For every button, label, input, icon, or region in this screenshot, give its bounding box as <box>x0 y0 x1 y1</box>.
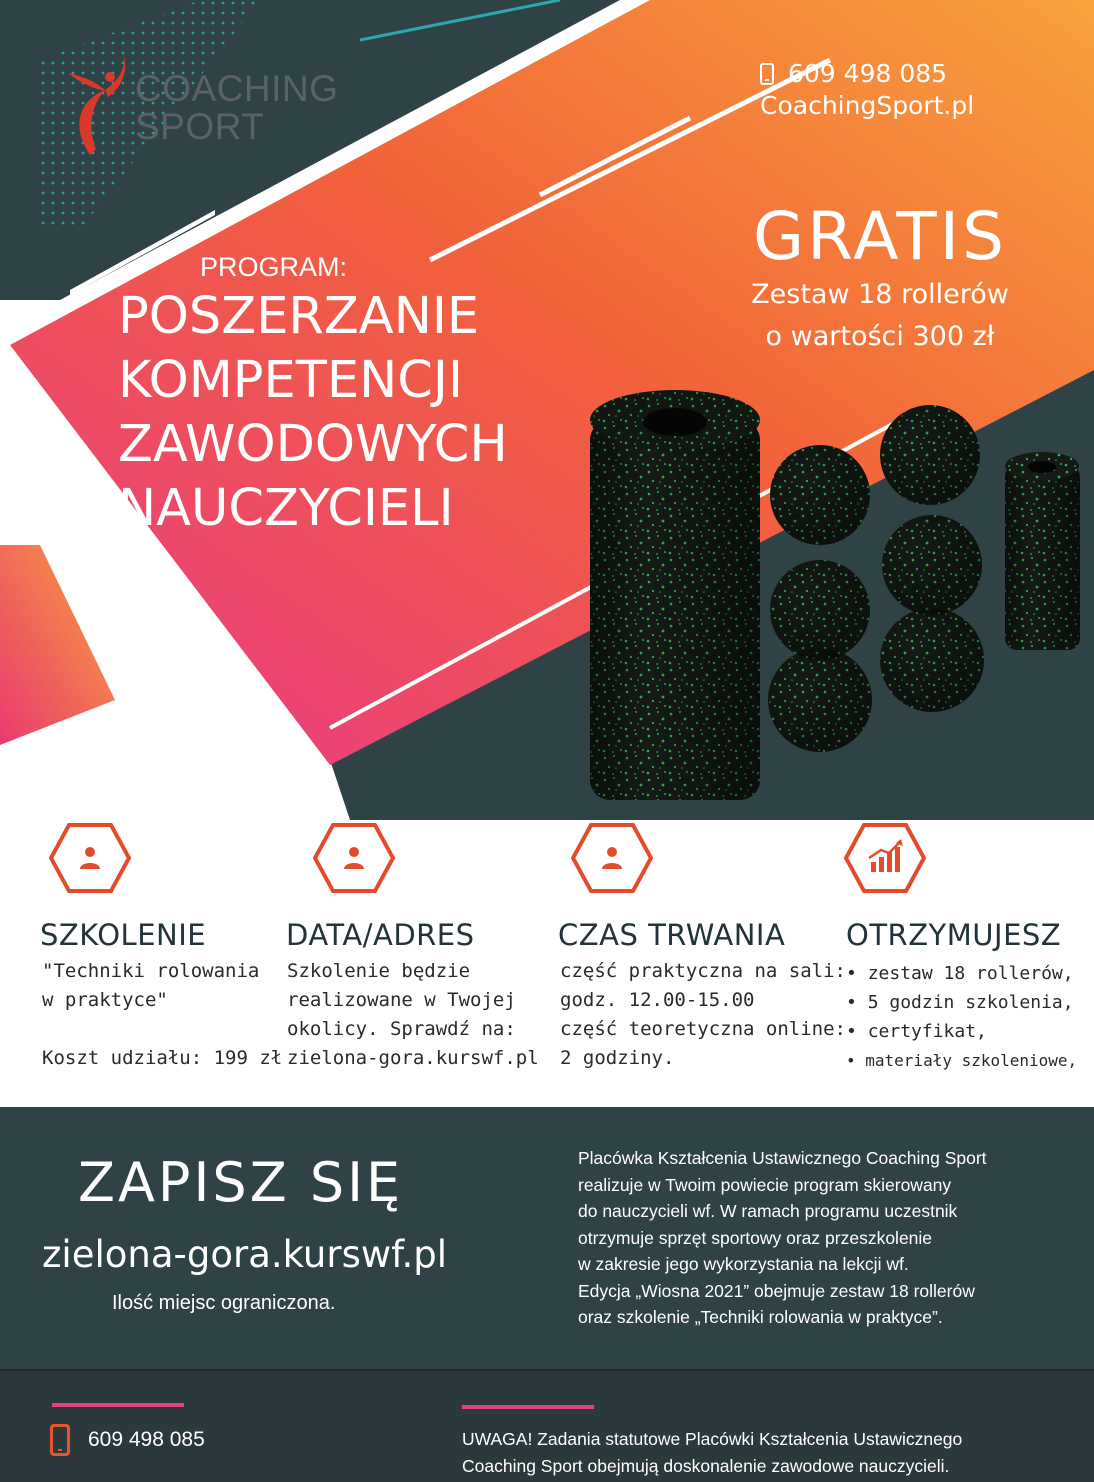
logo-line-2: SPORT <box>135 106 265 147</box>
czas-line: część praktyczna na sali: <box>560 960 846 982</box>
footer-divider <box>0 1369 1094 1371</box>
list-item: • materiały szkoleniowe, <box>846 1046 1077 1075</box>
duo-massage-ball <box>880 515 984 712</box>
massage-ball <box>770 445 870 545</box>
gratis-line-2: o wartości 300 zł <box>765 321 995 352</box>
szkolenie-line: "Techniki rolowania <box>42 960 260 982</box>
program-label: PROGRAM: <box>200 252 348 282</box>
footer-phone-number[interactable]: 609 498 085 <box>88 1428 205 1451</box>
program-title-line: KOMPETENCJI <box>118 351 463 410</box>
description-line: w zakresie jego wykorzystania na lekcji wf. <box>578 1254 909 1274</box>
program-title <box>118 285 598 541</box>
top-website-link[interactable]: CoachingSport.pl <box>760 91 975 120</box>
accent-bar <box>52 1403 184 1407</box>
footer-phone-row[interactable] <box>50 1424 205 1456</box>
signup-section <box>0 1107 1094 1369</box>
top-phone-row[interactable] <box>760 58 974 90</box>
data-adres-title: DATA/ADRES <box>286 918 475 952</box>
czas-line: część teoretyczna online: <box>560 1018 846 1040</box>
program-title-line: ZAWODOWYCH <box>118 415 508 474</box>
growth-chart-icon <box>843 822 927 894</box>
footer-note-line: UWAGA! Zadania statutowe Placówki Kształcenia Ustawicznego <box>462 1429 963 1449</box>
footer <box>0 1369 1094 1482</box>
list-item: • certyfikat, <box>846 1017 1077 1046</box>
foam-roller-set-image <box>580 380 1094 820</box>
description-line: Placówka Kształcenia Ustawicznego Coaching Sport <box>578 1148 987 1168</box>
list-item: • 5 godzin szkolenia, <box>846 988 1077 1017</box>
logo-wordmark <box>135 70 338 146</box>
signup-note: Ilość miejsc ograniczona. <box>112 1292 336 1314</box>
program-title-line: POSZERZANIE <box>118 287 480 346</box>
gratis-line-1: Zestaw 18 rollerów <box>751 279 1009 310</box>
signup-url-link[interactable]: zielona-gora.kurswf.pl <box>42 1233 447 1276</box>
runner-logo-icon <box>60 45 140 165</box>
large-foam-roller <box>590 390 760 800</box>
info-section <box>0 822 1094 1107</box>
footer-note-line: Coaching Sport obejmują doskonalenie zawodowe nauczycieli. <box>462 1456 950 1476</box>
massage-ball <box>880 405 980 505</box>
description-line: do nauczycieli wf. W ramach programu uczestnik <box>578 1201 958 1221</box>
description-line: Edycja „Wiosna 2021” obejmuje zestaw 18 rollerów <box>578 1280 975 1301</box>
otrzymujesz-title: OTRZYMUJESZ <box>846 918 1062 952</box>
szkolenie-body <box>42 957 282 1073</box>
list-item: • zestaw 18 rollerów, <box>846 959 1077 988</box>
top-phone-number[interactable]: 609 498 085 <box>788 59 948 88</box>
czas-trwania-body <box>560 957 846 1073</box>
phone-icon <box>50 1424 70 1456</box>
gratis-headline: GRATIS <box>752 198 1008 275</box>
footer-note <box>462 1426 962 1480</box>
top-contact <box>760 58 974 122</box>
czas-line: godz. 12.00-15.00 <box>560 989 755 1011</box>
coaching-sport-logo[interactable] <box>60 45 350 165</box>
data-adres-line: okolicy. Sprawdź na: <box>287 1018 516 1040</box>
small-foam-roller <box>1005 452 1080 650</box>
data-adres-line: realizowane w Twojej <box>287 989 516 1011</box>
accent-bar <box>462 1405 594 1409</box>
otrzymujesz-list <box>846 959 1077 1075</box>
signup-title: ZAPISZ SIĘ <box>78 1151 404 1214</box>
data-adres-link[interactable]: zielona-gora.kurswf.pl <box>287 1047 539 1069</box>
description-line: otrzymuje sprzęt sportowy oraz przeszkolenie <box>578 1227 933 1248</box>
gratis-offer <box>720 200 1040 358</box>
data-adres-line: Szkolenie będzie <box>287 960 471 982</box>
czas-line: 2 godziny. <box>560 1047 675 1069</box>
program-title-line: NAUCZYCIELI <box>118 479 454 538</box>
duo-massage-ball <box>768 560 872 752</box>
czas-trwania-title: CZAS TRWANIA <box>558 918 786 952</box>
description-line: realizuje w Twoim powiecie program skierowany <box>578 1174 952 1195</box>
szkolenie-line: w praktyce" <box>42 989 168 1011</box>
data-adres-body <box>287 957 539 1073</box>
szkolenie-title: SZKOLENIE <box>40 918 207 952</box>
signup-description <box>578 1145 1068 1331</box>
logo-line-1: COACHING <box>135 68 339 109</box>
user-icon <box>570 822 654 894</box>
phone-icon <box>760 63 774 85</box>
szkolenie-cost: Koszt udziału: 199 zł <box>42 1047 283 1069</box>
user-icon <box>48 822 132 894</box>
user-icon <box>312 822 396 894</box>
description-line: oraz szkolenie „Techniki rolowania w praktyce”. <box>578 1307 943 1327</box>
